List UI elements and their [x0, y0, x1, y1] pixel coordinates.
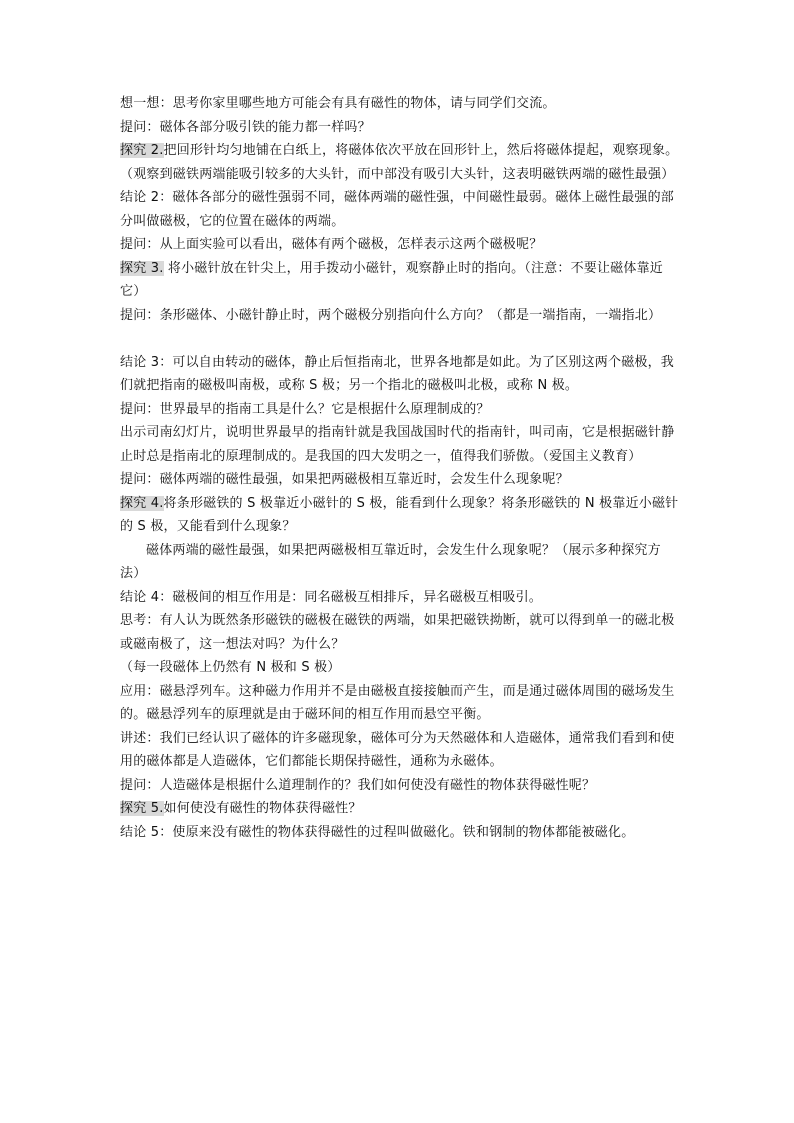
- paragraph-text: 应用：磁悬浮列车。这种磁力作用并不是由磁极直接接触而产生，而是通过磁体周围的磁场发生的。磁悬浮列车的原理就是由于磁环间的相互作用而悬空平衡。: [120, 683, 675, 722]
- text-paragraph: [120, 727, 680, 774]
- explore-paragraph: [120, 257, 680, 304]
- paragraph-text: 出示司南幻灯片，说明世界最早的指南针就是我国战国时代的指南针，叫司南，它是根据磁针静止时总是指南北的原理制成的。是我国的四大发明之一，值得我们骄傲。（爱国主义教育）: [120, 425, 675, 464]
- paragraph-text: 把回形针均匀地铺在白纸上，将磁体依次平放在回形针上，然后将磁体提起，观察现象。（观察到磁铁两端能吸引较多的大头针，而中部没有吸引大头针，这表明磁铁两端的磁性最强）: [120, 143, 679, 182]
- explore-label: 探究 2.: [120, 143, 164, 158]
- text-paragraph: [120, 351, 680, 398]
- paragraph-text: 提问：磁体两端的磁性最强，如果把两磁极相互靠近时，会发生什么现象呢？: [120, 472, 569, 487]
- paragraph-text: 结论 5：使原来没有磁性的物体获得磁性的过程叫做磁化。铁和钢制的物体都能被磁化。: [120, 824, 635, 840]
- text-paragraph: [120, 821, 680, 845]
- explore-label: 探究 4.: [120, 495, 164, 511]
- paragraph-text: 提问：磁体各部分吸引铁的能力都一样吗？: [120, 119, 371, 135]
- explore-paragraph: [120, 492, 680, 539]
- text-paragraph: [120, 116, 680, 140]
- explore-paragraph: [120, 139, 680, 186]
- explore-label: 探究 5.: [120, 801, 164, 816]
- paragraph-text: 结论 3：可以自由转动的磁体，静止后恒指南北，世界各地都是如此。为了区别这两个磁极，我们就把指南的磁极叫南极，或称 S 极；另一个指北的磁极叫北极，或称 N 极。: [120, 354, 675, 393]
- text-paragraph: [120, 233, 680, 257]
- paragraph-text: 提问：条形磁体、小磁针静止时，两个磁极分别指向什么方向？（都是一端指南，一端指北）: [120, 307, 662, 323]
- blank-line: [120, 327, 680, 351]
- paragraph-text: 提问：人造磁体是根据什么道理制作的？我们如何使没有磁性的物体获得磁性呢？: [120, 777, 596, 793]
- text-paragraph: [120, 468, 680, 492]
- paragraph-text: 提问：从上面实验可以看出，磁体有两个磁极，怎样表示这两个磁极呢？: [120, 237, 543, 252]
- text-paragraph: [120, 304, 680, 328]
- text-paragraph: [120, 656, 680, 680]
- text-paragraph: [120, 421, 680, 468]
- paragraph-text: 将小磁针放在针尖上，用手拨动小磁针，观察静止时的指向。（注意：不要让磁体靠近它）: [120, 260, 663, 299]
- text-paragraph: [120, 586, 680, 610]
- paragraph-text: 如何使没有磁性的物体获得磁性？: [163, 801, 362, 816]
- paragraph-text: 将条形磁铁的 S 极靠近小磁针的 S 极，能看到什么现象？将条形磁铁的 N 极靠近小磁针的 S 极，又能看到什么现象？: [120, 495, 679, 534]
- paragraph-text: 讲述：我们已经认识了磁体的许多磁现象，磁体可分为天然磁体和人造磁体，通常我们看到和使用的磁体都是人造磁体，它们都能长期保持磁性，通称为永磁体。: [120, 730, 675, 769]
- paragraph-text: 结论 4：磁极间的相互作用是：同名磁极互相排斥，异名磁极互相吸引。: [120, 589, 543, 605]
- text-paragraph: [120, 680, 680, 727]
- explore-label: 探究 3.: [120, 260, 164, 276]
- paragraph-text: 结论 2：磁体各部分的磁性强弱不同，磁体两端的磁性强，中间磁性最弱。磁体上磁性最强的部分叫做磁极，它的位置在磁体的两端。: [120, 190, 675, 229]
- paragraph-text: 思考：有人认为既然条形磁铁的磁极在磁铁的两端，如果把磁铁拗断，就可以得到单一的磁北极或磁南极了，这一想法对吗？为什么？: [120, 613, 675, 652]
- paragraph-text: 想一想：思考你家里哪些地方可能会有具有磁性的物体，请与同学们交流。: [120, 96, 556, 111]
- text-paragraph: [120, 774, 680, 798]
- text-paragraph: [120, 186, 680, 233]
- text-paragraph: [120, 539, 680, 586]
- paragraph-text: 提问：世界最早的指南工具是什么？它是根据什么原理制成的？: [120, 401, 490, 417]
- text-paragraph: [120, 92, 680, 116]
- document-body: [120, 92, 680, 844]
- explore-paragraph: [120, 797, 680, 821]
- paragraph-text: 磁体两端的磁性最强，如果把两磁极相互靠近时，会发生什么现象呢？（展示多种探究方法）: [120, 542, 661, 581]
- text-paragraph: [120, 398, 680, 422]
- paragraph-text: （每一段磁体上仍然有 N 极和 S 极）: [120, 660, 341, 675]
- text-paragraph: [120, 609, 680, 656]
